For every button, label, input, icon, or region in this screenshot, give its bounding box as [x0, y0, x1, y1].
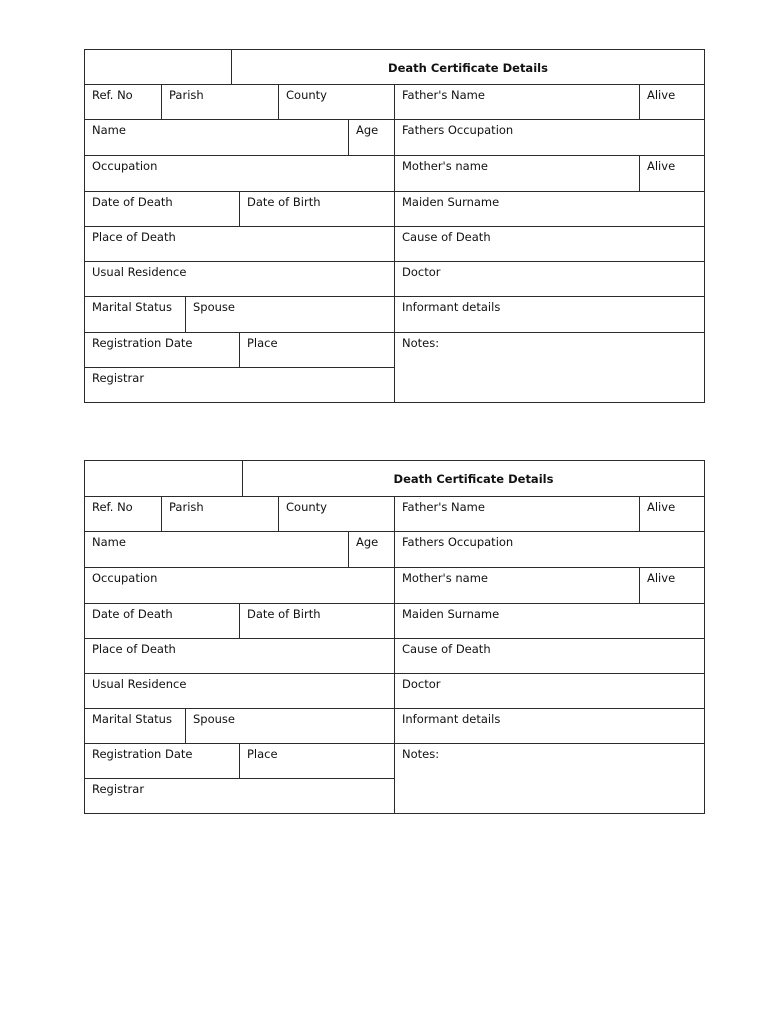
cause-of-death-field[interactable]: Cause of Death [394, 226, 705, 262]
place-of-death-field[interactable]: Place of Death [84, 638, 395, 674]
date-of-birth-field[interactable]: Date of Birth [239, 191, 395, 227]
occupation-field[interactable]: Occupation [84, 155, 395, 192]
county-field[interactable]: County [278, 84, 395, 120]
date-of-death-field[interactable]: Date of Death [84, 191, 240, 227]
informant-details-field[interactable]: Informant details [394, 296, 705, 333]
fathers-name-field[interactable]: Father's Name [394, 84, 640, 120]
death-certificate-form-2 [84, 460, 705, 814]
name-field[interactable]: Name [84, 531, 349, 568]
place-field[interactable]: Place [239, 743, 395, 779]
age-field[interactable]: Age [348, 119, 395, 156]
marital-status-field[interactable]: Marital Status [84, 296, 186, 333]
place-of-death-field[interactable]: Place of Death [84, 226, 395, 262]
date-of-death-field[interactable]: Date of Death [84, 603, 240, 639]
county-field[interactable]: County [278, 496, 395, 532]
father-alive-field[interactable]: Alive [639, 84, 705, 120]
spouse-field[interactable]: Spouse [185, 296, 395, 333]
fathers-occupation-field[interactable]: Fathers Occupation [394, 531, 705, 568]
date-of-birth-field[interactable]: Date of Birth [239, 603, 395, 639]
ref-no-field[interactable]: Ref. No [84, 496, 162, 532]
notes-field[interactable]: Notes: [394, 332, 705, 403]
father-alive-field[interactable]: Alive [639, 496, 705, 532]
spouse-field[interactable]: Spouse [185, 708, 395, 744]
mothers-name-field[interactable]: Mother's name [394, 155, 640, 192]
registrar-field[interactable]: Registrar [84, 367, 395, 403]
usual-residence-field[interactable]: Usual Residence [84, 673, 395, 709]
age-field[interactable]: Age [348, 531, 395, 568]
registrar-field[interactable]: Registrar [84, 778, 395, 814]
cause-of-death-field[interactable]: Cause of Death [394, 638, 705, 674]
mothers-name-field[interactable]: Mother's name [394, 567, 640, 604]
header-blank-cell[interactable] [84, 49, 232, 85]
parish-field[interactable]: Parish [161, 84, 279, 120]
form-title: Death Certificate Details [231, 49, 705, 85]
registration-date-field[interactable]: Registration Date [84, 743, 240, 779]
marital-status-field[interactable]: Marital Status [84, 708, 186, 744]
fathers-occupation-field[interactable]: Fathers Occupation [394, 119, 705, 156]
usual-residence-field[interactable]: Usual Residence [84, 261, 395, 297]
place-field[interactable]: Place [239, 332, 395, 368]
doctor-field[interactable]: Doctor [394, 261, 705, 297]
ref-no-field[interactable]: Ref. No [84, 84, 162, 120]
mother-alive-field[interactable]: Alive [639, 567, 705, 604]
occupation-field[interactable]: Occupation [84, 567, 395, 604]
notes-field[interactable]: Notes: [394, 743, 705, 814]
mother-alive-field[interactable]: Alive [639, 155, 705, 192]
parish-field[interactable]: Parish [161, 496, 279, 532]
header-blank-cell[interactable] [84, 460, 243, 497]
maiden-surname-field[interactable]: Maiden Surname [394, 603, 705, 639]
maiden-surname-field[interactable]: Maiden Surname [394, 191, 705, 227]
death-certificate-form-1 [84, 49, 705, 403]
fathers-name-field[interactable]: Father's Name [394, 496, 640, 532]
doctor-field[interactable]: Doctor [394, 673, 705, 709]
informant-details-field[interactable]: Informant details [394, 708, 705, 744]
name-field[interactable]: Name [84, 119, 349, 156]
registration-date-field[interactable]: Registration Date [84, 332, 240, 368]
form-title: Death Certificate Details [242, 460, 705, 497]
